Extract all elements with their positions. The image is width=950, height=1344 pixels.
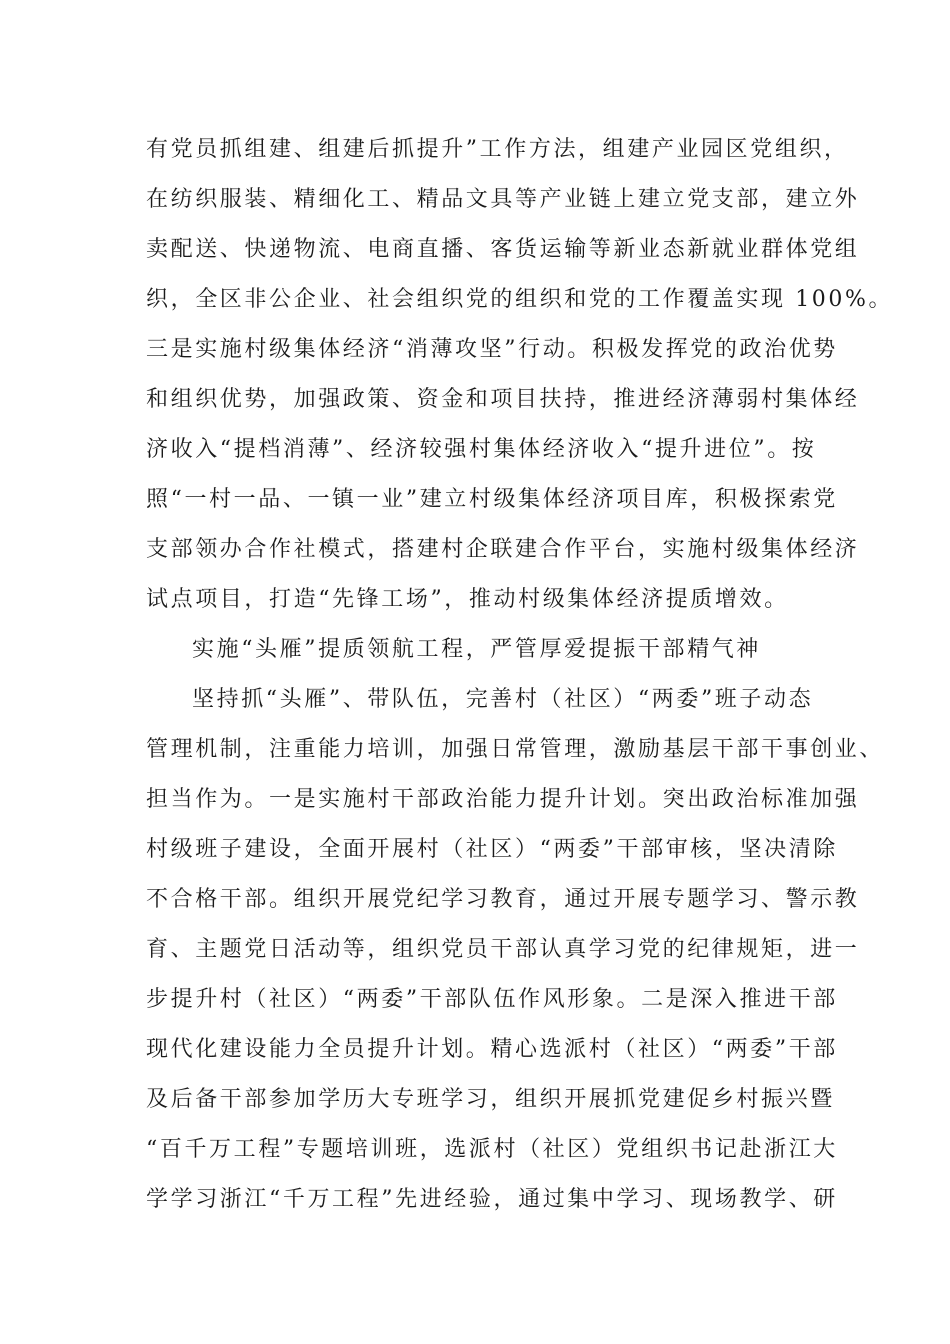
paragraph-line: “百千万工程”专题培训班，选派村（社区）党组织书记赴浙江大 <box>146 1137 838 1162</box>
paragraph-line: 支部领办合作社模式，搭建村企联建合作平台，实施村级集体经济 <box>146 537 860 562</box>
paragraph-line: 育、主题党日活动等，组织党员干部认真学习党的纪律规矩，进一 <box>146 937 860 962</box>
paragraph-line: 织，全区非公企业、社会组织党的组织和党的工作覆盖实现 100%。 <box>146 287 894 312</box>
section-heading: 实施“头雁”提质领航工程，严管厚爱提振干部精气神 <box>192 637 761 662</box>
paragraph-line: 和组织优势，加强政策、资金和项目扶持，推进经济薄弱村集体经 <box>146 387 860 412</box>
paragraph-line: 坚持抓“头雁”、带队伍，完善村（社区）“两委”班子动态 <box>192 687 814 712</box>
paragraph-line: 管理机制，注重能力培训，加强日常管理，激励基层干部干事创业、 <box>146 737 885 762</box>
paragraph-line: 在纺织服装、精细化工、精品文具等产业链上建立党支部，建立外 <box>146 187 860 212</box>
paragraph-line: 现代化建设能力全员提升计划。精心选派村（社区）“两委”干部 <box>146 1037 838 1062</box>
paragraph-line: 及后备干部参加学历大专班学习，组织开展抓党建促乡村振兴暨 <box>146 1087 835 1112</box>
paragraph-line: 担当作为。一是实施村干部政治能力提升计划。突出政治标准加强 <box>146 787 860 812</box>
paragraph-line: 试点项目，打造“先锋工场”，推动村级集体经济提质增效。 <box>146 587 789 612</box>
paragraph-line: 村级班子建设，全面开展村（社区）“两委”干部审核，坚决清除 <box>146 837 838 862</box>
paragraph-line: 三是实施村级集体经济“消薄攻坚”行动。积极发挥党的政治优势 <box>146 337 838 362</box>
paragraph-line: 济收入“提档消薄”、经济较强村集体经济收入“提升进位”。按 <box>146 437 817 462</box>
paragraph-line: 步提升村（社区）“两委”干部队伍作风形象。二是深入推进干部 <box>146 987 838 1012</box>
paragraph-line: 学学习浙江“千万工程”先进经验，通过集中学习、现场教学、研 <box>146 1187 838 1212</box>
paragraph-line: 不合格干部。组织开展党纪学习教育，通过开展专题学习、警示教 <box>146 887 860 912</box>
paragraph-line: 卖配送、快递物流、电商直播、客货运输等新业态新就业群体党组 <box>146 237 860 262</box>
paragraph-line: 有党员抓组建、组建后抓提升”工作方法，组建产业园区党组织， <box>146 137 849 162</box>
paragraph-line: 照“一村一品、一镇一业”建立村级集体经济项目库，积极探索党 <box>146 487 838 512</box>
